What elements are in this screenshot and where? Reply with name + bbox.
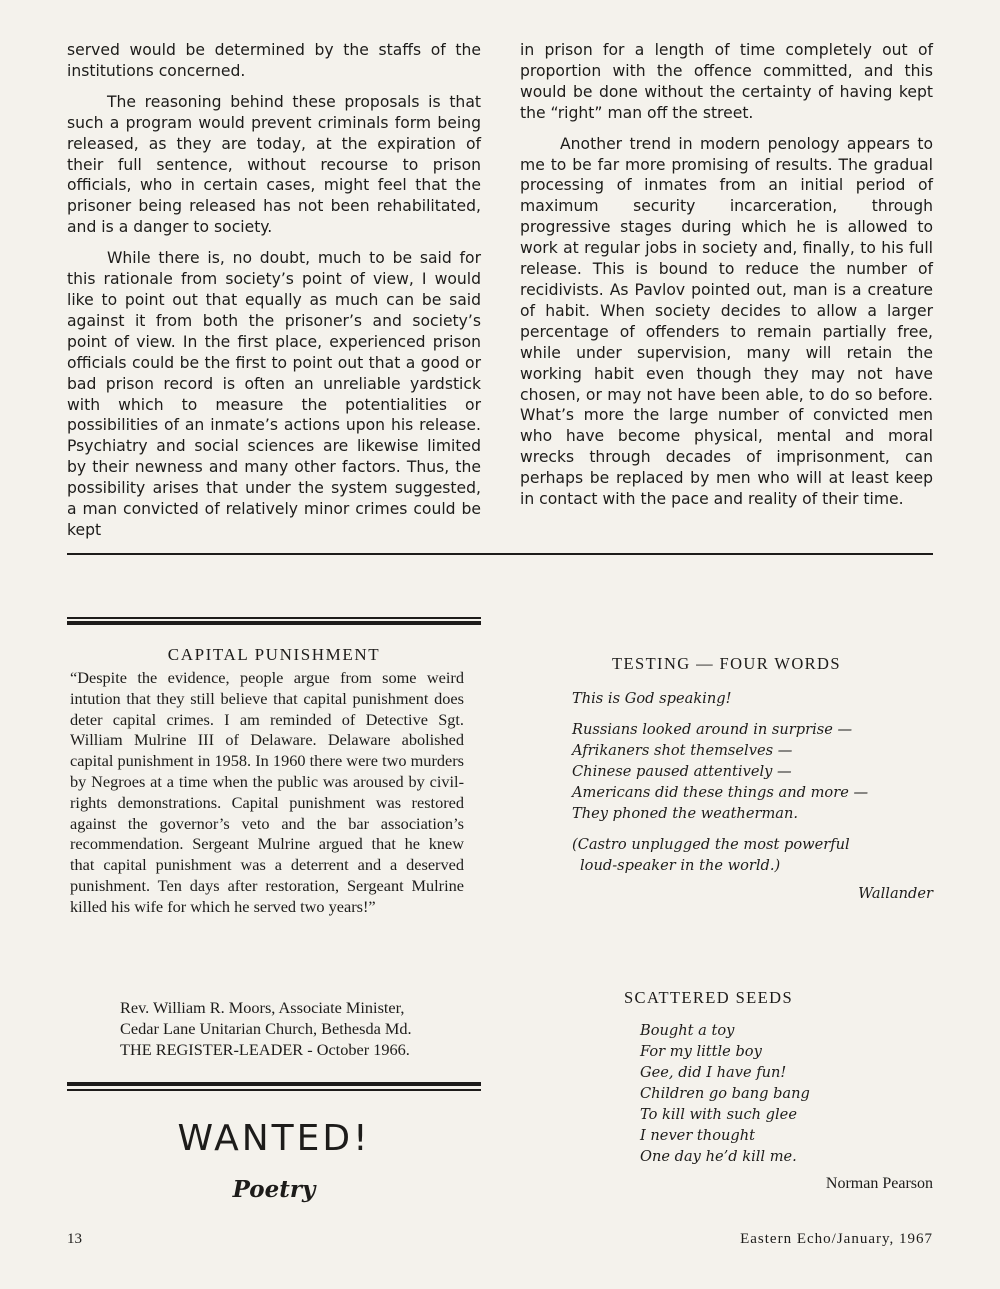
poem-seeds <box>640 1020 810 1167</box>
box-top-rule-thick <box>67 621 481 625</box>
wanted-headline: WANTED! <box>177 1118 371 1159</box>
poem-line: Bought a toy <box>640 1022 735 1039</box>
page-number: 13 <box>67 1231 82 1247</box>
poem-line: They phoned the weatherman. <box>572 805 799 822</box>
article-paragraph: served would be determined by the staffs of the institutions concerned. <box>67 41 481 80</box>
poem-line: I never thought <box>640 1127 755 1144</box>
box-bottom-rule-thick <box>67 1082 481 1086</box>
poem-testing <box>572 688 868 876</box>
poem-line: To kill with such glee <box>640 1106 797 1123</box>
article-right-column <box>520 40 933 520</box>
poem-title-seeds: SCATTERED SEEDS <box>623 988 794 1007</box>
poem-title-testing: TESTING — FOUR WORDS <box>612 654 841 673</box>
attribution-line: Rev. William R. Moors, Associate Minister, <box>120 998 405 1017</box>
box-bottom-rule <box>67 1089 481 1091</box>
poem-line: Americans did these things and more — <box>572 784 869 801</box>
poem-line: Russians looked around in surprise — <box>572 721 853 738</box>
poem-line: For my little boy <box>640 1043 762 1060</box>
article-paragraph: The reasoning behind these proposals is that such a program would prevent criminals form being released, as they are today, at the expiration of their full sentence, without recourse to prison officials, who in certain cases, might feel that the prisoner being released has not been rehabilitated, and is a danger to society. <box>67 92 481 237</box>
capital-punishment-title: CAPITAL PUNISHMENT <box>167 645 381 664</box>
article-paragraph: While there is, no doubt, much to be said for this rationale from society’s point of view, I would like to point out that equally as much can be said against it from both the prisoner’s and society’s point of view. In the first place, experienced prison officials could be the first to point out that a good or bad prison record is often an unreliable yardstick with which to measure the potentialities or possibilities of an inmate’s actions upon his release. Psychiatry and social sciences are likewise limited by their newness and many other factors. Thus, the possibility arises that under the system suggested, a man convicted of relatively minor crimes could be kept <box>67 249 481 539</box>
article-paragraph: in prison for a length of time completely out of proportion with the offence committed, and this would be done without the certainty of having kept the “right” man off the street. <box>520 41 933 122</box>
publication-footer: Eastern Echo/January, 1967 <box>740 1231 933 1247</box>
poem-line: Gee, did I have fun! <box>640 1064 787 1081</box>
article-left-column <box>67 40 481 551</box>
attribution-line: THE REGISTER-LEADER - October 1966. <box>120 1039 410 1059</box>
poem-line: One day he’d kill me. <box>640 1148 797 1165</box>
poem-author-pearson: Norman Pearson <box>825 1175 933 1192</box>
poem-line: Children go bang bang <box>640 1085 810 1102</box>
wanted-poetry: Poetry <box>232 1176 316 1203</box>
poem-author-wallander: Wallander <box>858 885 933 902</box>
poem-line: (Castro unplugged the most powerful <box>572 836 850 853</box>
attribution-line: Cedar Lane Unitarian Church, Bethesda Md. <box>120 1018 412 1038</box>
poem-line: This is God speaking! <box>572 690 732 707</box>
poem-line: Afrikaners shot themselves — <box>572 742 793 759</box>
section-divider <box>67 553 933 555</box>
poem-line: Chinese paused attentively — <box>572 763 792 780</box>
article-paragraph: Another trend in modern penology appears to me to be far more promising of results. The gradual processing of inmates from an initial period of maximum security incarceration, through progressive stages during which he is allowed to work at regular jobs in society and, finally, to his full release. This is bound to reduce the number of recidivists. As Pavlov pointed out, man is a creature of habit. When society decides to allow a larger percentage of offenders to remain partially free, while under supervision, many will retain the working habit even though they may not have chosen, or may not have been able, to do so before. What’s more the large number of convicted men who have become physical, mental and moral wrecks through decades of imprisonment, can perhaps be replaced by men who will at least keep in contact with the pace and reality of their time. <box>520 134 933 509</box>
poem-line: loud-speaker in the world.) <box>580 857 781 874</box>
capital-punishment-attribution <box>120 998 480 1060</box>
box-top-rule <box>67 617 481 619</box>
capital-punishment-quote: “Despite the evidence, people argue from some weird intution that they still believe that capital punishment does deter capital crimes. I am reminded of Detective Sgt. William Mulrine III of Delaware. Delaware abolished capital punishment in 1958. In 1960 there were two murders by Negroes at a time when the public was aroused by civil-rights demonstrations. Capital punishment was restored against the governor’s veto and the bar association’s recommendation. Sergeant Mulrine argued that he knew that capital punishment was a deterrent and a deserved punishment. Ten days after restoration, Sergeant Mulrine killed his wife for which he served two years!” <box>70 668 464 916</box>
